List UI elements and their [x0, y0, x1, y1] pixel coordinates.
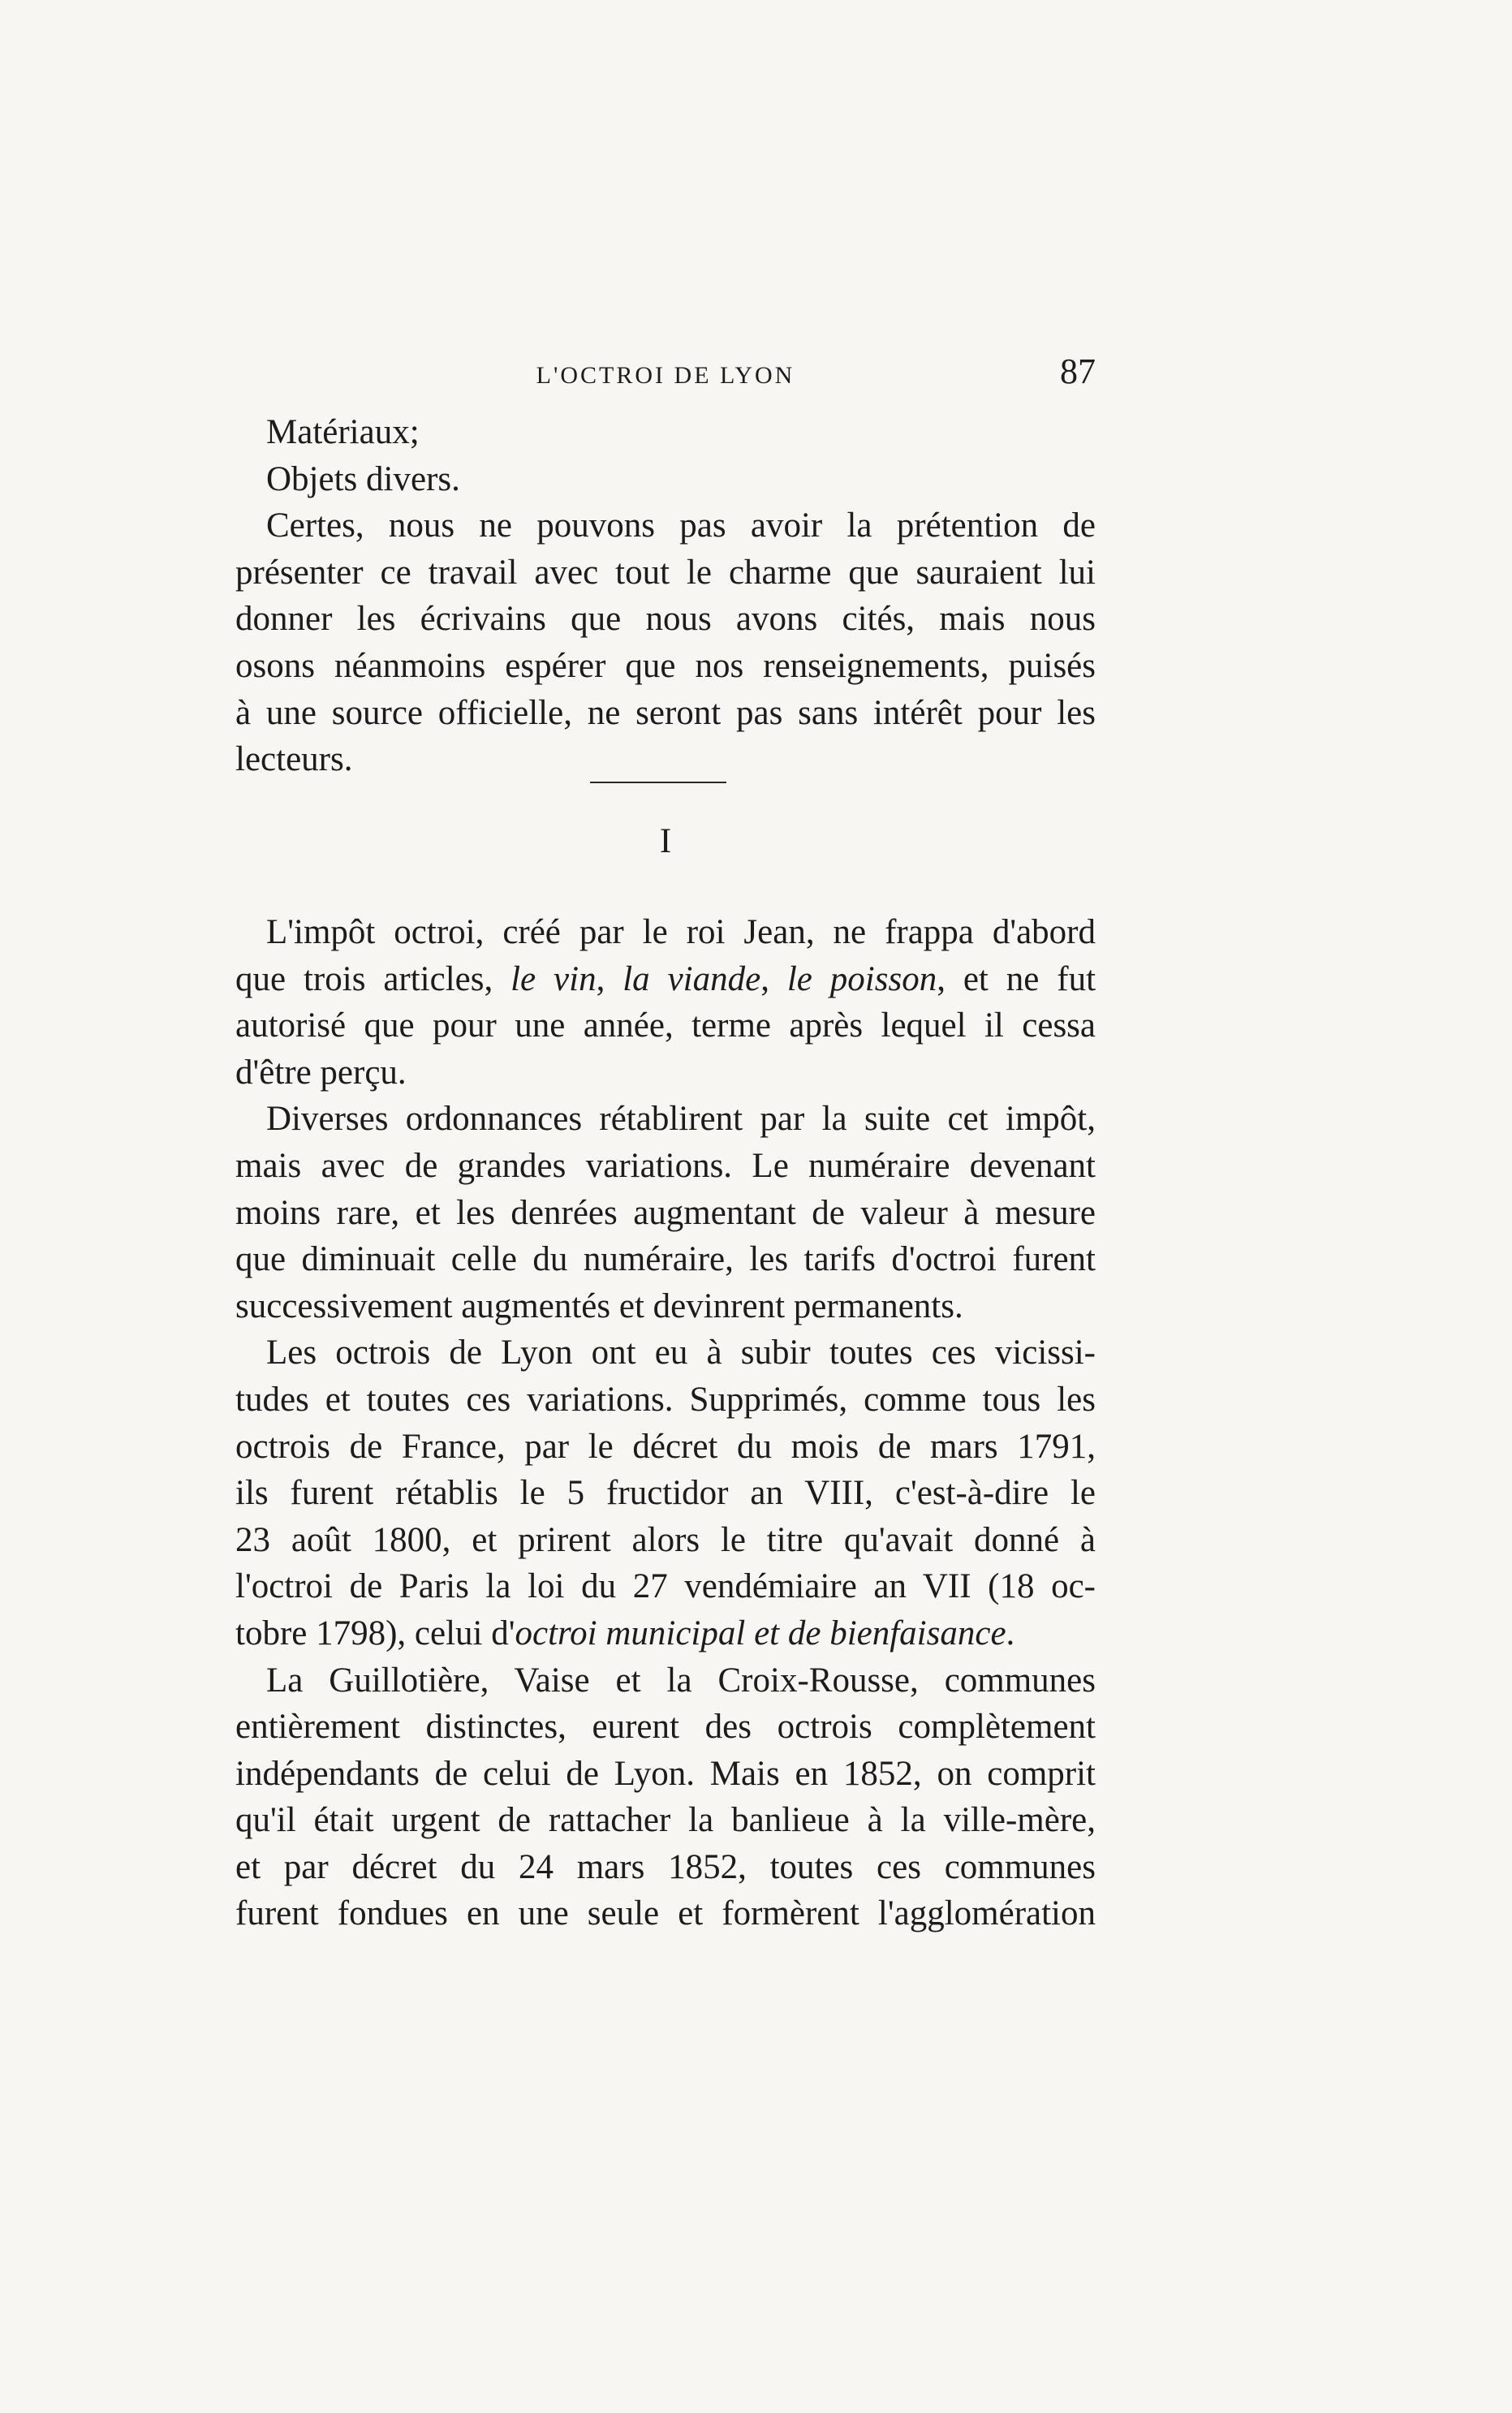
text-line: Matériaux;	[266, 413, 420, 451]
text-line: indépendants de celui de Lyon. Mais en 1852, on comprit	[235, 1754, 1096, 1793]
text-line: osons néanmoins espérer que nos renseignements, puisés	[235, 646, 1096, 685]
text-line: et par décret du 24 mars 1852, toutes ces communes	[235, 1847, 1096, 1886]
text-line: furent fondues en une seule et formèrent l'agglomération	[235, 1894, 1096, 1933]
text-line: 23 août 1800, et prirent alors le titre qu'avait donné à	[235, 1520, 1096, 1559]
text-line: moins rare, et les denrées augmentant de valeur à mesure	[235, 1193, 1096, 1232]
page-number: 87	[1060, 351, 1096, 391]
text-line: successivement augmentés et devinrent permanents.	[235, 1286, 963, 1325]
text-line: octrois de France, par le décret du mois de mars 1791,	[235, 1427, 1096, 1466]
italic-term: octroi municipal et de bienfaisance	[515, 1614, 1006, 1652]
body-text	[235, 909, 1096, 1937]
text-line: Objets divers.	[266, 459, 460, 498]
page-header	[235, 347, 1096, 396]
text-line: Diverses ordonnances rétablirent par la suite cet impôt,	[266, 1100, 1096, 1139]
text-line: à une source officielle, ne seront pas sans intérêt pour les	[235, 693, 1096, 732]
running-title: L'OCTROI DE LYON	[536, 362, 795, 389]
text-line: ils furent rétablis le 5 fructidor an VIII, c'est-à-dire le	[235, 1474, 1096, 1513]
text-line: présenter ce travail avec tout le charme que sauraient lui	[235, 553, 1096, 592]
text-line: que trois articles, le vin, la viande, le poisson, et ne fut	[235, 959, 1096, 998]
italic-term: la viande	[622, 959, 761, 998]
text-line: tobre 1798), celui d'octroi municipal et de bienfaisance.	[235, 1614, 1015, 1652]
text-line: La Guillotière, Vaise et la Croix-Rousse, communes	[266, 1661, 1096, 1700]
text-line: entièrement distinctes, eurent des octrois complètement	[235, 1708, 1096, 1747]
text-line: mais avec de grandes variations. Le numéraire devenant	[235, 1146, 1096, 1185]
text-line: Certes, nous ne pouvons pas avoir la prétention de	[266, 506, 1096, 545]
section-divider	[590, 782, 726, 783]
text-line: tudes et toutes ces variations. Supprimés, comme tous les	[235, 1380, 1096, 1419]
text-line: que diminuait celle du numéraire, les tarifs d'octroi furent	[235, 1240, 1096, 1279]
text-line: Les octrois de Lyon ont eu à subir toutes ces vicissi-	[266, 1334, 1096, 1372]
text-line: d'être perçu.	[235, 1053, 407, 1092]
text-line: donner les écrivains que nous avons cités, mais nous	[235, 600, 1096, 639]
italic-term: le poisson	[786, 959, 937, 998]
text-line: L'impôt octroi, créé par le roi Jean, ne frappa d'abord	[266, 913, 1096, 951]
section-heading: I	[659, 822, 672, 860]
text-line: autorisé que pour une année, terme après lequel il cessa	[235, 1006, 1096, 1045]
italic-term: le vin	[510, 959, 597, 998]
text-line: lecteurs.	[235, 740, 353, 779]
text-line: qu'il était urgent de rattacher la banlieue à la ville-mère,	[235, 1801, 1096, 1840]
text-line: l'octroi de Paris la loi du 27 vendémiaire an VII (18 oc-	[235, 1567, 1096, 1606]
opening-paragraph	[235, 409, 1096, 783]
